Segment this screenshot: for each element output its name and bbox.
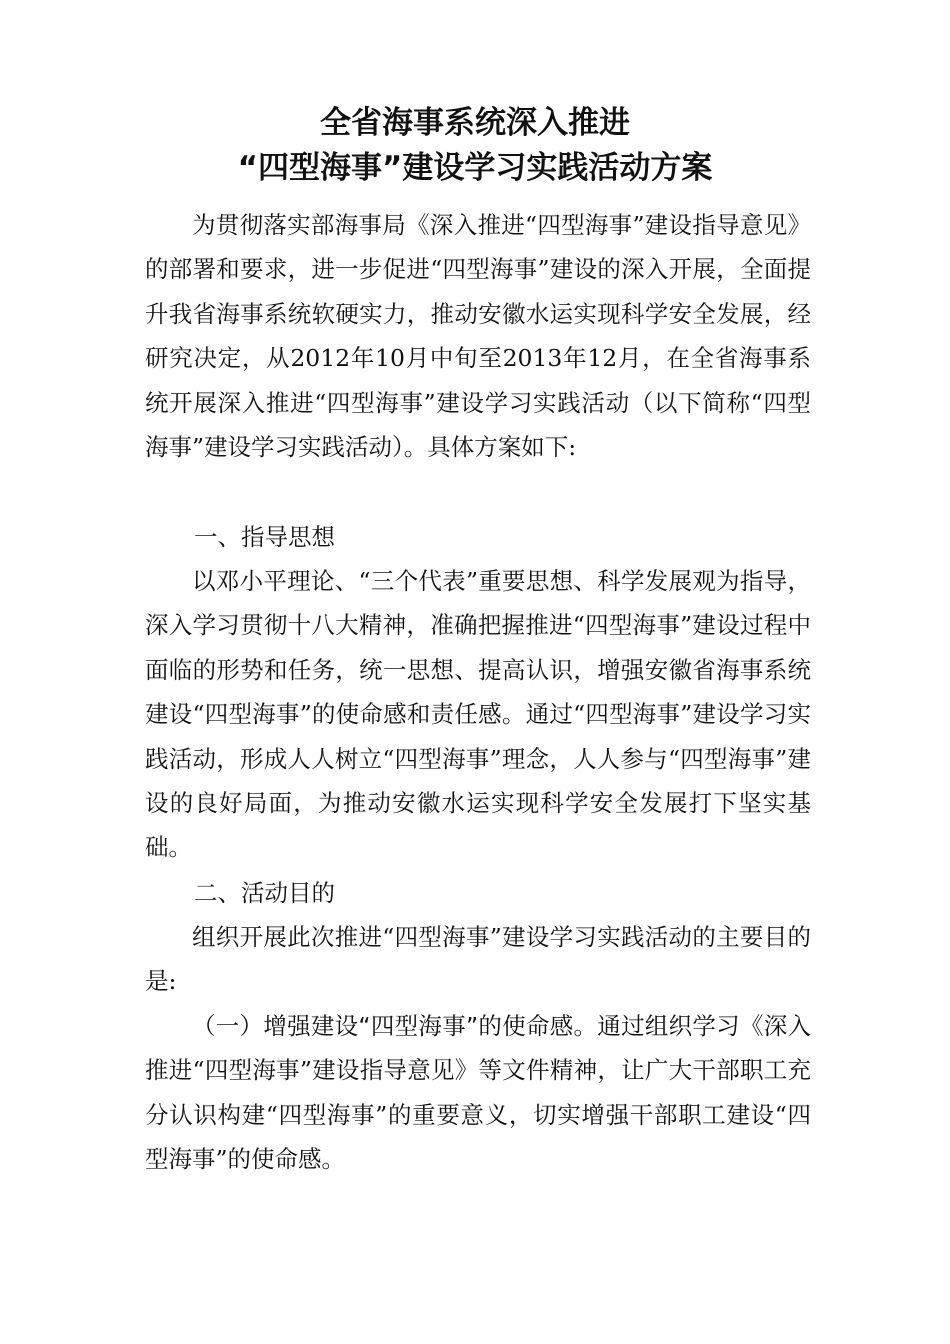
- purpose-item-1-paragraph: [145, 1004, 811, 1182]
- activity-purpose-paragraph: 组织开展此次推进“四型海事”建设学习实践活动的主要目的是:: [145, 923, 811, 996]
- purpose-item-1-body: 通过组织学习《深入推进“四型海事”建设指导意见》等文件精神，让广大干部职工充分认识构建“四型海事”的重要意义，切实增强干部职工建设“四型海事”的使命感。: [145, 1012, 811, 1174]
- purpose-item-1-lead: （一）增强建设“四型海事”的使命感。: [192, 1012, 598, 1040]
- document-title-line1: 全省海事系统深入推进: [320, 105, 630, 141]
- section-heading-guiding-ideology: 一、指导思想: [194, 523, 335, 551]
- guiding-ideology-paragraph: 以邓小平理论、“三个代表”重要思想、科学发展观为指导，深入学习贯彻十八大精神，准确把握推进“四型海事”建设过程中面临的形势和任务，统一思想、提高认识，增强安徽省海事系统建设“四型海事”的使命感和责任感。通过“四型海事”建设学习实践活动，形成人人树立“四型海事”理念，人人参与“四型海事”建设的良好局面，为推动安徽水运实现科学安全发展打下坚实基础。: [145, 567, 811, 862]
- document-title-line2: “四型海事”建设学习实践活动方案: [237, 150, 713, 186]
- intro-paragraph: 为贯彻落实部海事局《深入推进“四型海事”建设指导意见》的部署和要求，进一步促进“四型海事”建设的深入开展，全面提升我省海事系统软硬实力，推动安徽水运实现科学安全发展，经研究决定，从2012年10月中旬至2013年12月，在全省海事系统开展深入推进“四型海事”建设学习实践活动（以下简称“四型海事”建设学习实践活动）。具体方案如下:: [145, 211, 811, 462]
- section-heading-activity-purpose: 二、活动目的: [194, 879, 335, 907]
